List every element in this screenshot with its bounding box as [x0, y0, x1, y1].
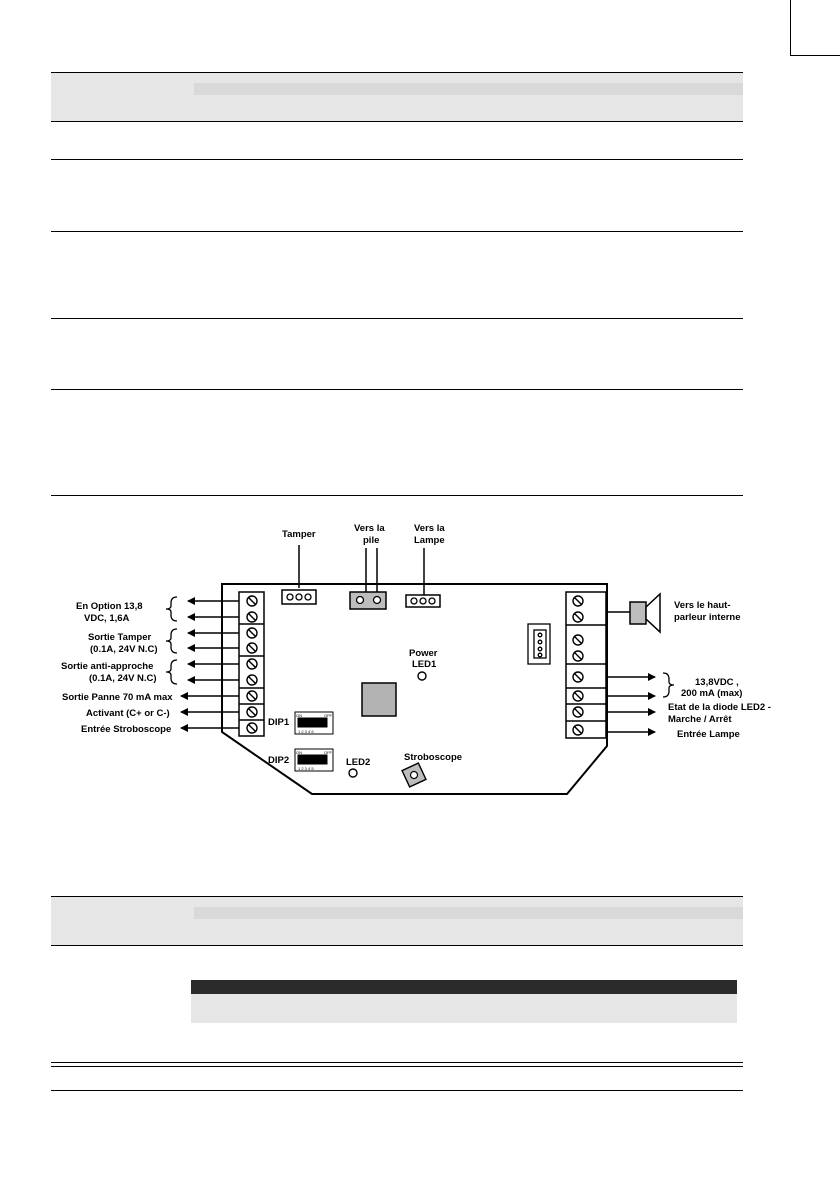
wiring-diagram [0, 500, 840, 810]
dip1-off-label: OFF [324, 713, 332, 718]
table-header-band [51, 73, 743, 121]
internal-connector [528, 624, 550, 664]
table-rule [51, 495, 743, 496]
table-rule [51, 72, 743, 73]
table-rule [51, 896, 743, 897]
label-activant: Activant (C+ or C-) [86, 708, 170, 719]
right-brace [663, 673, 674, 697]
nested-table-row [191, 994, 737, 1023]
speaker-body [630, 602, 646, 624]
table-rule [51, 318, 743, 319]
led2 [349, 769, 357, 777]
label-battery-2: pile [363, 535, 380, 546]
label-led2: LED2 [346, 757, 371, 768]
label-speaker-2: parleur interne [674, 612, 741, 623]
dip2-numbers: 1 2 3 4 5 [298, 766, 314, 771]
label-volt-2: 200 mA (max) [681, 688, 743, 699]
label-dip1: DIP1 [268, 717, 290, 728]
table-rule [51, 1062, 743, 1063]
label-dip2: DIP2 [268, 755, 290, 766]
label-power-1: Power [409, 648, 438, 659]
processor-chip [362, 683, 396, 716]
label-lamp-in: Entrée Lampe [677, 729, 740, 740]
label-power-2: LED1 [412, 659, 437, 670]
crop-mark-vertical [790, 0, 791, 56]
left-braces [166, 597, 177, 684]
table-rule [51, 1090, 743, 1091]
dip1-on-label: ON [296, 713, 302, 718]
nested-table-header [191, 980, 737, 994]
label-anti-2: (0.1A, 24V N.C) [89, 673, 157, 684]
right-arrows [606, 677, 655, 732]
label-tamper: Tamper [282, 529, 316, 540]
label-led2-state-1: Etat de la diode LED2 - [668, 702, 771, 713]
table-rule [51, 159, 743, 160]
table-rule [51, 1066, 743, 1067]
lower-table-header-band-inner [194, 907, 743, 919]
label-speaker-1: Vers le haut- [674, 600, 731, 611]
dip2-off-label: OFF [324, 750, 332, 755]
label-tamper-out-1: Sortie Tamper [88, 632, 152, 643]
table-rule [51, 945, 743, 946]
label-strobe-in: Entrée Stroboscope [81, 724, 172, 735]
dip1-numbers: 1 2 3 4 5 [298, 729, 314, 734]
table-header-band-inner [194, 83, 743, 95]
label-volt-1: 13,8VDC , [695, 677, 739, 688]
dip2-on-label: ON [296, 750, 302, 755]
crop-mark-horizontal [790, 55, 840, 56]
table-rule [51, 389, 743, 390]
label-tamper-out-2: (0.1A, 24V N.C) [90, 644, 158, 655]
lower-table-header-band [51, 897, 743, 945]
label-led2-state-2: Marche / Arrêt [668, 714, 732, 725]
label-lamp-1: Vers la [414, 523, 445, 534]
power-led1 [418, 672, 426, 680]
label-strobe: Stroboscope [404, 752, 463, 763]
speaker-cone [646, 594, 660, 632]
label-anti-1: Sortie anti-approche [61, 661, 154, 672]
right-terminal-block [566, 592, 606, 738]
label-option-2: VDC, 1,6A [84, 613, 130, 624]
label-option-1: En Option 13,8 [76, 601, 143, 612]
table-rule [51, 231, 743, 232]
label-lamp-2: Lampe [414, 535, 445, 546]
label-battery-1: Vers la [354, 523, 385, 534]
label-fault: Sortie Panne 70 mA max [62, 692, 173, 703]
table-rule [51, 121, 743, 122]
left-terminal-screws [247, 596, 257, 733]
